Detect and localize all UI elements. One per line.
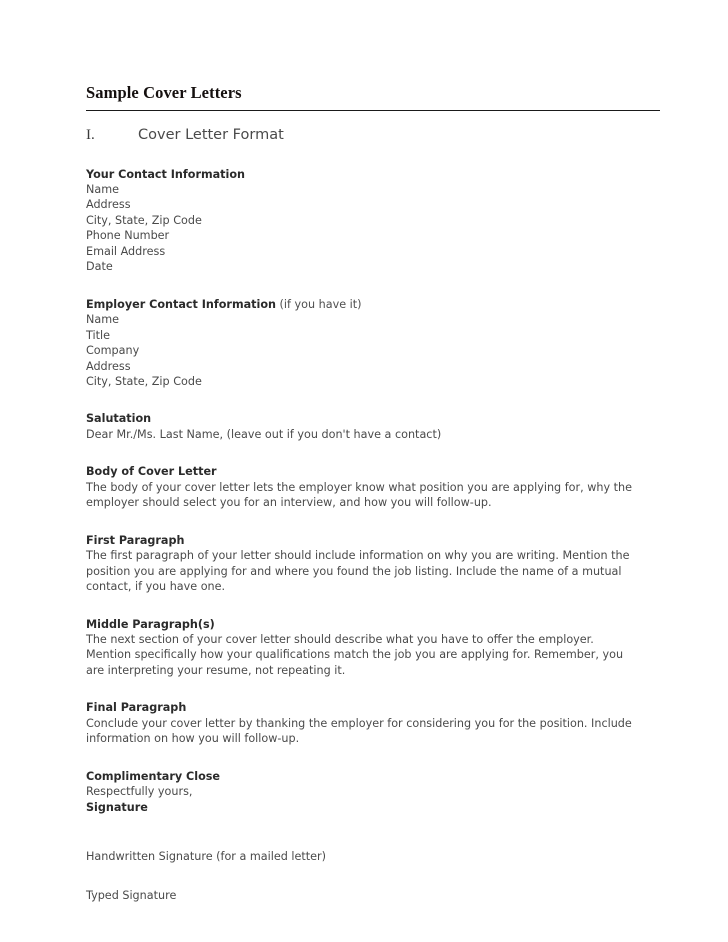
middle-paragraphs-heading: Middle Paragraph(s) <box>86 617 215 631</box>
salutation-heading: Salutation <box>86 412 152 426</box>
employer-contact-information-heading-note: (if you have it) <box>276 297 362 311</box>
page-title: Sample Cover Letters <box>86 83 242 102</box>
list-item: Email Address <box>86 244 166 258</box>
block-complimentary-close <box>86 769 660 815</box>
body-of-cover-letter-text: The body of your cover letter lets the employer know what position you are applying for, why the employer should select you for an interview, and how you will follow-up. <box>86 480 632 510</box>
body-of-cover-letter-heading: Body of Cover Letter <box>86 465 217 479</box>
section-numeral: I. <box>86 127 95 144</box>
complimentary-close-heading: Complimentary Close <box>86 769 221 783</box>
title-divider <box>86 110 660 111</box>
list-item: Address <box>86 198 131 212</box>
employer-contact-information-heading-text: Employer Contact Information <box>86 297 276 311</box>
typed-signature-line: Typed Signature <box>86 889 177 903</box>
section-title: Cover Letter Format <box>138 127 284 144</box>
handwritten-signature-line: Handwritten Signature (for a mailed letter) <box>86 850 326 864</box>
block-first-paragraph <box>86 533 660 595</box>
list-item: Title <box>86 328 110 342</box>
list-item: Name <box>86 182 120 196</box>
signature-label: Signature <box>86 800 148 814</box>
block-final-paragraph <box>86 700 660 746</box>
block-employer-contact-information <box>86 297 660 390</box>
salutation-text: Dear Mr./Ms. Last Name, (leave out if you don't have a contact) <box>86 427 442 441</box>
list-item: Name <box>86 313 120 327</box>
list-item: Address <box>86 359 131 373</box>
final-paragraph-text: Conclude your cover letter by thanking the employer for considering you for the position. Include information on how you will follow-up. <box>86 716 632 746</box>
section-heading-cover-letter-format <box>86 126 660 144</box>
employer-contact-information-heading <box>86 297 660 312</box>
first-paragraph-text: The first paragraph of your letter should include information on why you are writing. Mention the position you are applying for and where you found the job listing. Include the name of a mutual contact, if you have one. <box>86 549 630 594</box>
list-item: City, State, Zip Code <box>86 374 202 388</box>
list-item: Date <box>86 260 113 274</box>
middle-paragraphs-text: The next section of your cover letter should describe what you have to offer the employer. Mention specifically how your qualifications match the job you are applying for. Remember, you are interpreting your resume, not repeating it. <box>86 632 624 677</box>
list-item: Phone Number <box>86 229 170 243</box>
complimentary-close-closing: Respectfully yours, <box>86 785 193 799</box>
your-contact-information-heading: Your Contact Information <box>86 167 246 181</box>
document-content <box>86 84 660 904</box>
list-item: Company <box>86 344 140 358</box>
final-paragraph-heading: Final Paragraph <box>86 701 187 715</box>
block-body-of-cover-letter <box>86 464 660 510</box>
employer-contact-information-list <box>86 312 660 389</box>
block-salutation <box>86 411 660 442</box>
list-item: City, State, Zip Code <box>86 213 202 227</box>
first-paragraph-heading: First Paragraph <box>86 533 185 547</box>
your-contact-information-list <box>86 182 660 275</box>
block-your-contact-information <box>86 167 660 275</box>
block-middle-paragraphs <box>86 617 660 679</box>
